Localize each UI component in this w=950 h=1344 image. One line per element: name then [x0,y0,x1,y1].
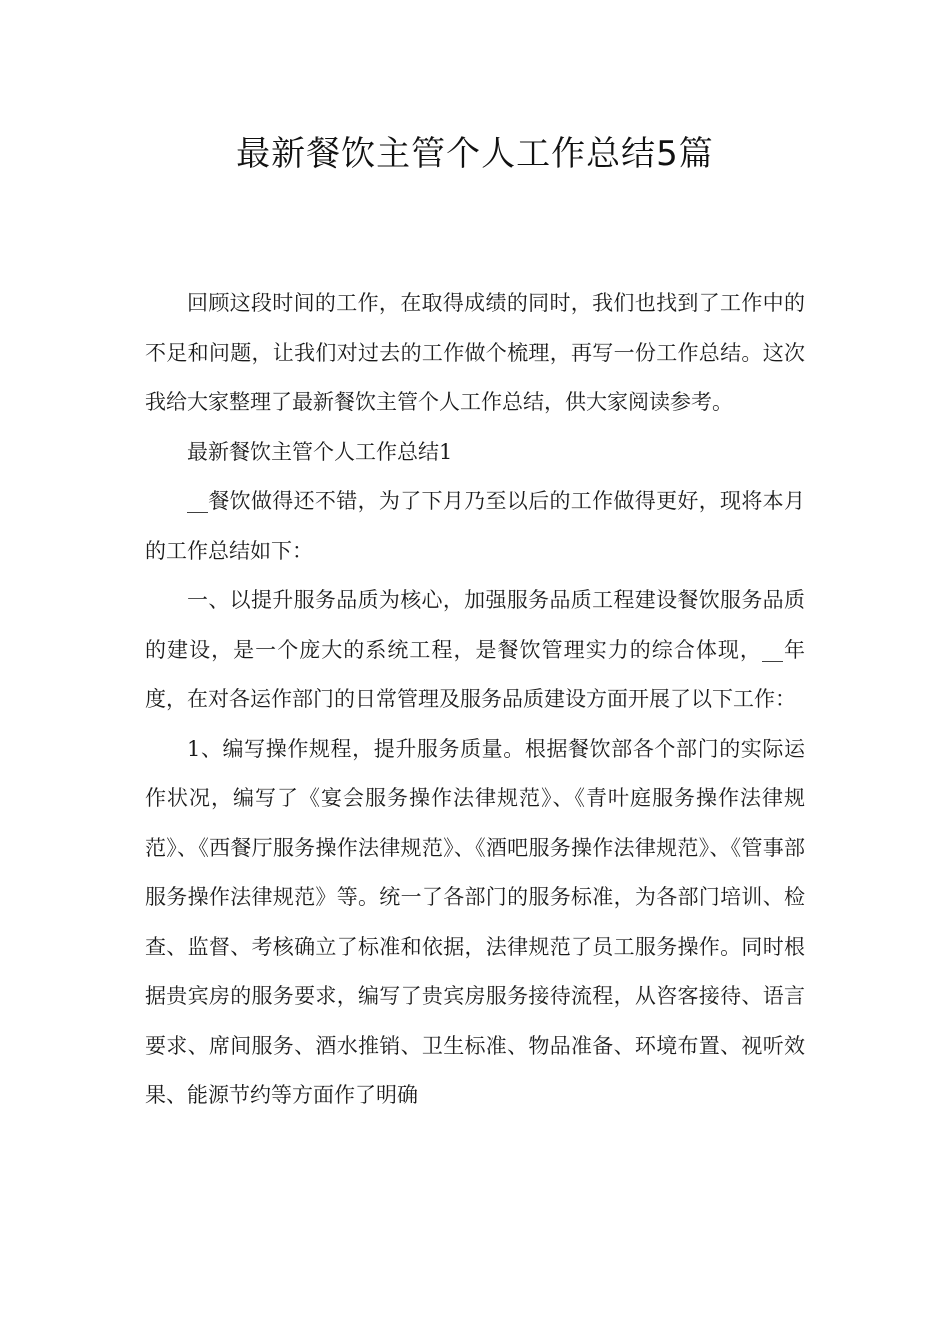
body-paragraph: 1、编写操作规程，提升服务质量。根据餐饮部各个部门的实际运作状况，编写了《宴会服务操作法律规范》、《青叶庭服务操作法律规范》、《西餐厅服务操作法律规范》、《酒吧服务操作法律规范》、《管事部服务操作法律规范》等。统一了各部门的服务标准，为各部门培训、检查、监督、考核确立了标准和依据，法律规范了员工服务操作。同时根据贵宾房的服务要求，编写了贵宾房服务接待流程，从咨客接待、语言要求、席间服务、酒水推销、卫生标准、物品准备、环境布置、视听效果、能源节约等方面作了明确 [145,736,805,1107]
body-paragraph: __餐饮做得还不错，为了下月乃至以后的工作做得更好，现将本月的工作总结如下： [145,489,805,563]
document-title: 最新餐饮主管个人工作总结5篇 [236,134,714,174]
intro-paragraph: 回顾这段时间的工作，在取得成绩的同时，我们也找到了工作中的不足和问题，让我们对过去的工作做个梳理，再写一份工作总结。这次我给大家整理了最新餐饮主管个人工作总结，供大家阅读参考。 [145,291,805,414]
section-heading-1: 最新餐饮主管个人工作总结1 [187,439,453,464]
document-body [145,279,805,1121]
body-paragraph: 一、以提升服务品质为核心，加强服务品质工程建设餐饮服务品质的建设，是一个庞大的系统工程，是餐饮管理实力的综合体现，__年度，在对各运作部门的日常管理及服务品质建设方面开展了以下工作： [145,588,805,711]
